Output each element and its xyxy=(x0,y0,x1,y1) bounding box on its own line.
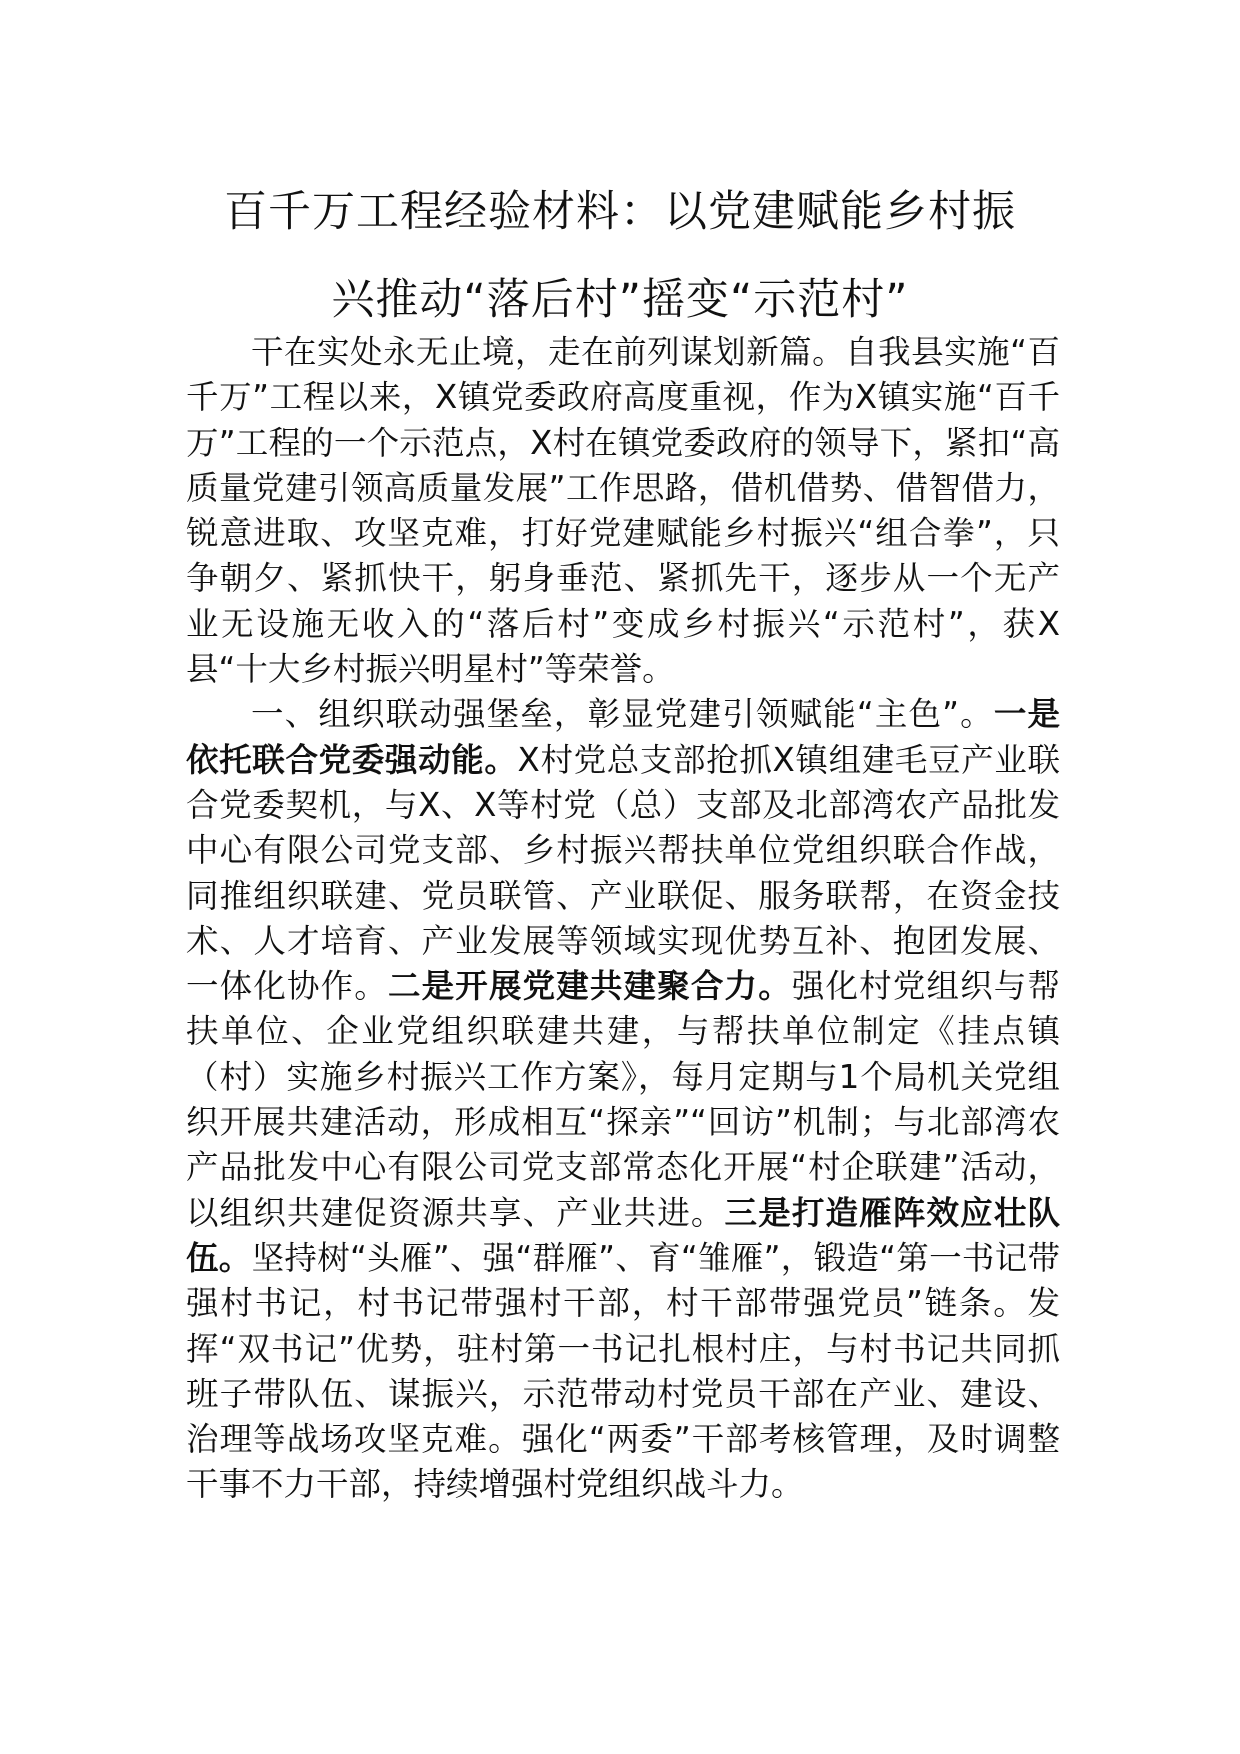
point-2-title: 二是开展党建共建聚合力。 xyxy=(387,967,792,1006)
section-1-paragraph xyxy=(186,692,1060,1507)
document-title xyxy=(170,168,1070,344)
title-line-1: 百千万工程经验材料：以党建赋能乡村振 xyxy=(224,187,1016,237)
point-1-text: X村党总支部抢抓X镇组建毛豆产业联合党委契机，与X、X等村党（总）支部及北部湾农产品批发中心有限公司党支部、乡村振兴帮扶单位党组织联合作战，同推组织联建、党员联管、产业联促、服务联帮，在资金技术、人才培育、产业发展等领域实现优势互补、抱团发展、一体化协作。 xyxy=(186,740,1060,1006)
intro-paragraph: 干在实处永无止境，走在前列谋划新篇。自我县实施“百千万”工程以来，X镇党委政府高度重视，作为X镇实施“百千万”工程的一个示范点，X村在镇党委政府的领导下，紧扣“高质量党建引领高质量发展”工作思路，借机借势、借智借力，锐意进取、攻坚克难，打好党建赋能乡村振兴“组合拳”，只争朝夕、紧抓快干，躬身垂范、紧抓先干，逐步从一个无产业无设施无收入的“落后村”变成乡村振兴“示范村”，获X县“十大乡村振兴明星村”等荣誉。 xyxy=(186,333,1060,689)
point-3-text: 坚持树“头雁”、强“群雁”、育“雏雁”，锻造“第一书记带强村书记，村书记带强村干部，村干部带强党员”链条。发挥“双书记”优势，驻村第一书记扎根村庄，与村书记共同抓班子带队伍、谋振兴，示范带动村党员干部在产业、建设、治理等战场攻坚克难。强化“两委”干部考核管理，及时调整干事不力干部，持续增强村党组织战斗力。 xyxy=(186,1238,1060,1504)
point-3-title: 三是打造雁阵效应壮队伍。 xyxy=(186,1193,1060,1277)
point-2-text: 强化村党组织与帮扶单位、企业党组织联建共建，与帮扶单位制定《挂点镇（村）实施乡村振兴工作方案》，每月定期与1个局机关党组织开展共建活动，形成相互“探亲”“回访”机制；与北部湾农产品批发中心有限公司党支部常态化开展“村企联建”活动，以组织共建促资源共享、产业共进。 xyxy=(186,967,1060,1232)
document-body xyxy=(186,330,1060,1508)
point-1-title: 一是依托联合党委强动能。 xyxy=(186,695,1060,779)
section-1-heading: 一、组织联动强堡垒，彰显党建引领赋能“主色”。 xyxy=(251,695,994,734)
title-line-2: 兴推动“落后村”摇变“示范村” xyxy=(331,275,909,325)
